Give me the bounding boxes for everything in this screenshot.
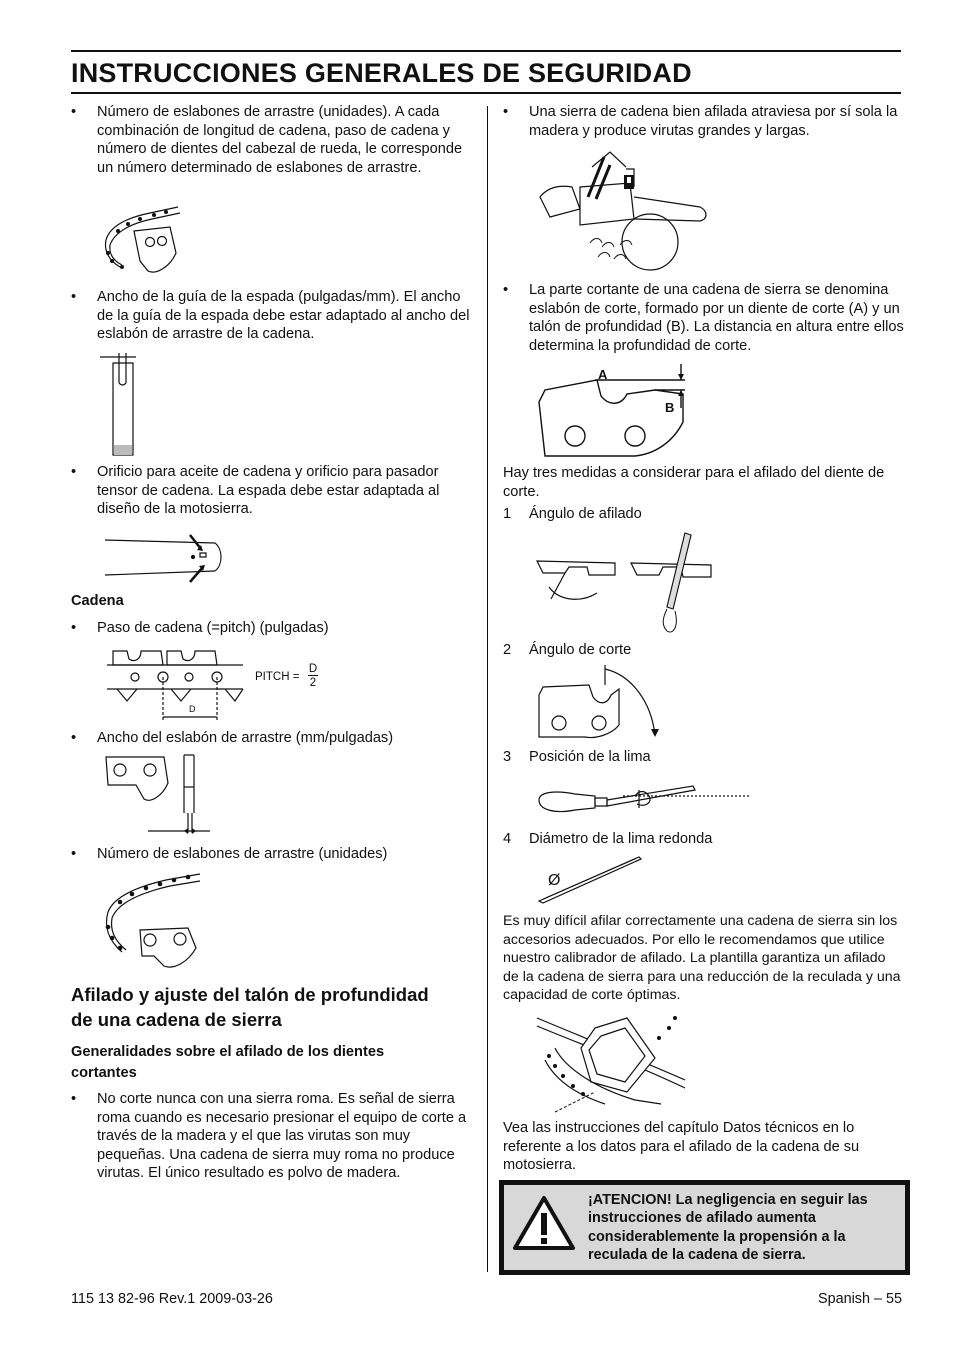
chain-links-illustration (100, 872, 205, 972)
left-item-chain-pitch: Paso de cadena (=pitch) (pulgadas) (97, 620, 329, 636)
header-rule-bottom (71, 92, 901, 94)
left-item-drive-link-width: Ancho del eslabón de arrastre (mm/pulgadas) (97, 730, 394, 746)
chain-pitch-illustration (105, 645, 250, 721)
step-file-position: Posición de la lima (529, 749, 651, 765)
drive-link-width-illustration (100, 753, 215, 839)
page-title: INSTRUCCIONES GENERALES DE SEGURIDAD (71, 58, 692, 88)
step-cutting-angle: Ángulo de corte (529, 642, 632, 658)
cutting-angle-illustration (535, 665, 665, 745)
diameter-symbol: Ø (548, 872, 561, 889)
left-item-oil-hole: Orificio para aceite de cadena y orificio para pasador tensor de cadena. La espada debe estar adaptada al diseño de la motosierra. (97, 464, 440, 518)
file-position-illustration (535, 772, 755, 822)
bullet: • (503, 282, 509, 298)
left-item-dull-saw: No corte nunca con una sierra roma. Es señal de sierra roma cuando es necesario presionar el equipo de corte a través de la madera y el que las virutas son muy pequeñas. Una cadena de sierra muy roma no produce virutas. El único resultado es polvo de madera. (97, 1091, 467, 1182)
warning-text: ¡ATENCION! La negligencia en seguir las instrucciones de afilado aumenta considerablemente la propensión a la reculada de la cadena de sierra. (588, 1192, 868, 1263)
bullet: • (71, 846, 77, 862)
right-intro: Hay tres medidas a considerar para el afilado del diente de corte. (503, 465, 885, 500)
warning-box-inner (504, 1185, 905, 1270)
bullet: • (71, 620, 77, 636)
right-item-cutting-link: La parte cortante de una cadena de sierra se denomina eslabón de corte, formado por un diente de corte (A) y un talón de profundidad (B). La distancia en altura entre ellos determina la profundidad de corte. (529, 282, 904, 354)
sub-title-line1: Generalidades sobre el afilado de los dientes (71, 1044, 385, 1060)
section-title-line2: de una cadena de sierra (71, 1009, 282, 1030)
right-para-sharpening-tool: Es muy difícil afilar correctamente una cadena de sierra sin los accesorios adecuados. Por ello le recomendamos que utilice nuestro calibrador de afilado. La plantilla garantiza un afilado de la cadena de sierra para una reducción de la reculada y una capacidad de corte óptimas. (503, 913, 901, 1004)
bullet: • (71, 104, 77, 120)
chainsaw-cutting-illustration (530, 147, 710, 275)
step-number: 4 (503, 831, 512, 847)
label-b: B (665, 400, 675, 415)
warning-triangle-icon (512, 1195, 576, 1251)
step-round-file-diameter: Diámetro de la lima redonda (529, 831, 713, 847)
bullet: • (71, 1091, 77, 1107)
file-gauge-illustration (535, 1008, 687, 1116)
left-item-drive-links-units: Número de eslabones de arrastre (unidades) (97, 846, 388, 862)
section-title-line1: Afilado y ajuste del talón de profundidad (71, 984, 429, 1005)
bar-groove-width-illustration (100, 353, 145, 457)
step-sharpening-angle: Ángulo de afilado (529, 506, 642, 522)
right-para-technical-data: Vea las instrucciones del capítulo Datos técnicos en lo referente a los datos para el afilado de la cadena de su motosierra. (503, 1120, 860, 1174)
footer-page-number: Spanish – 55 (817, 1291, 902, 1307)
right-item-sharp-saw: Una sierra de cadena bien afilada atraviesa por sí sola la madera y produce virutas grandes y largas. (529, 104, 898, 139)
header-rule-top (71, 50, 901, 52)
bullet: • (71, 464, 77, 480)
sub-title-line2: cortantes (71, 1065, 137, 1081)
pitch-formula-numerator: D (308, 663, 318, 675)
left-item-drive-links-count: Número de eslabones de arrastre (unidades). A cada combinación de longitud de cadena, paso de cadena y número de dientes del cabezal de rueda, le corresponde un número determinado de eslabones de arrastre. (97, 104, 463, 176)
bullet: • (71, 289, 77, 305)
cadena-heading: Cadena (71, 593, 124, 609)
column-divider (487, 106, 488, 1272)
bullet: • (71, 730, 77, 746)
bar-oil-hole-illustration (105, 527, 225, 587)
step-number: 3 (503, 749, 512, 765)
left-item-bar-groove-width: Ancho de la guía de la espada (pulgadas/mm). El ancho de la guía de la espada debe estar adaptado al ancho del eslabón de arrastre de la cadena. (97, 289, 470, 343)
pitch-formula-label: PITCH = (255, 671, 300, 683)
pitch-d-label: D (189, 704, 196, 714)
label-a: A (598, 367, 608, 382)
warning-box (499, 1180, 910, 1275)
step-number: 2 (503, 642, 512, 658)
sharpening-angle-illustration (535, 527, 715, 637)
footer-doc-id: 115 13 82-96 Rev.1 2009-03-26 (71, 1291, 273, 1307)
chain-links-illustration (100, 205, 185, 277)
pitch-formula-denominator: 2 (309, 677, 317, 689)
bullet: • (503, 104, 509, 120)
step-number: 1 (503, 506, 512, 522)
